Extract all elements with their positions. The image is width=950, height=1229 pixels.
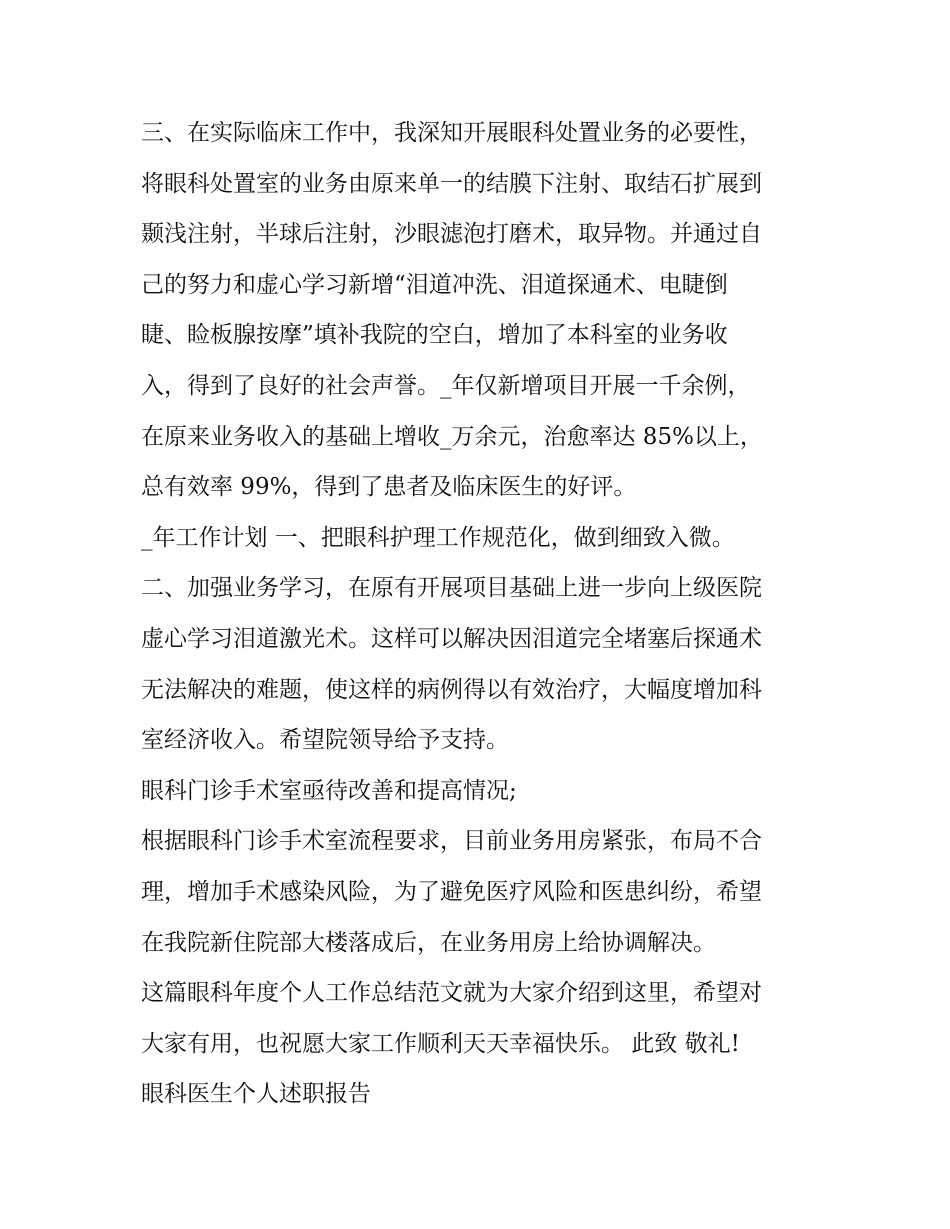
text-line: 三、在实际临床工作中，我深知开展眼科处置业务的必要性，: [141, 120, 762, 146]
text-line: 无法解决的难题，使这样的病例得以有效治疗，大幅度增加科: [141, 676, 762, 703]
text-line: 总有效率 99%，得到了患者及临床医生的好评。: [141, 474, 637, 501]
text-line: 在原来业务收入的基础上增收_万余元，治愈率达 85%以上，: [141, 423, 763, 450]
section-heading: 眼科医生个人述职报告: [141, 1081, 371, 1108]
text-line: 己的努力和虚心学习新增“泪道冲洗、泪道探通术、电睫倒: [141, 271, 728, 298]
text-line: 这篇眼科年度个人工作总结范文就为大家介绍到这里，希望对: [141, 980, 762, 1007]
text-line: 二、加强业务学习，在原有开展项目基础上进一步向上级医院: [141, 575, 762, 602]
text-line: 在我院新住院部大楼落成后，在业务用房上给协调解决。: [141, 929, 716, 956]
text-line: 室经济收入。希望院领导给予支持。: [141, 727, 509, 754]
text-line: 颞浅注射，半球后注射，沙眼滤泡打磨术，取异物。并通过自: [141, 221, 762, 248]
document-body: [141, 108, 821, 1120]
text-line: 眼科门诊手术室亟待改善和提高情况;: [141, 777, 517, 804]
text-line: _年工作计划 一、把眼科护理工作规范化，做到细致入微。: [141, 524, 735, 551]
text-line: 将眼科处置室的业务由原来单一的结膜下注射、取结石扩展到: [141, 170, 762, 197]
text-line: 理，增加手术感染风险，为了避免医疗风险和医患纠纷，希望: [141, 878, 762, 905]
text-line: 睫、睑板腺按摩”填补我院的空白，增加了本科室的业务收: [141, 322, 728, 349]
text-line: 虚心学习泪道激光术。这样可以解决因泪道完全堵塞后探通术: [141, 625, 762, 652]
text-line: 根据眼科门诊手术室流程要求，目前业务用房紧张，布局不合: [141, 828, 762, 855]
text-line: 入，得到了良好的社会声誉。_年仅新增项目开展一千余例，: [141, 372, 751, 399]
text-line: 大家有用，也祝愿大家工作顺利天天幸福快乐。 此致 敬礼!: [141, 1030, 740, 1057]
